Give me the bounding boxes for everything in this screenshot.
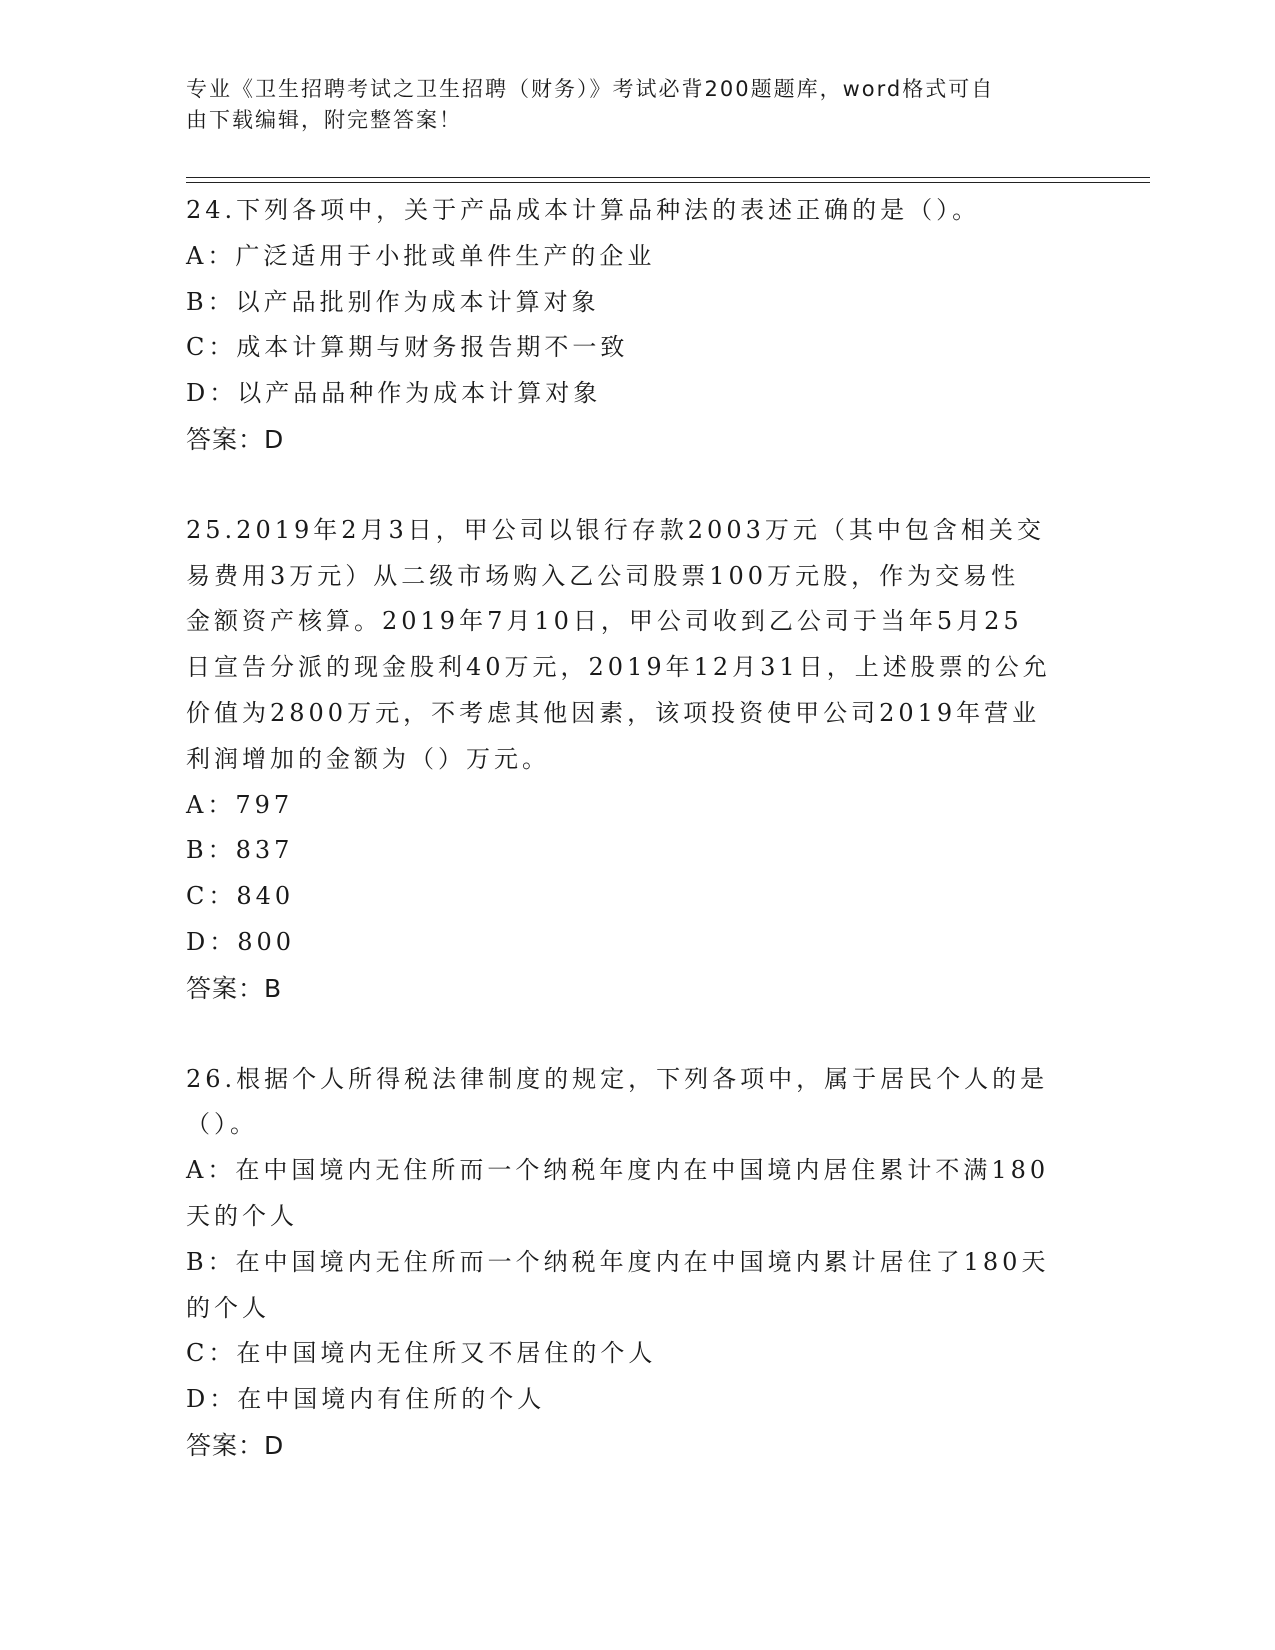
option-a-continued: 天的个人 (186, 1201, 298, 1230)
question-stem: 24.下列各项中，关于产品成本计算品种法的表述正确的是（）。 (186, 196, 981, 224)
header-line: 由下载编辑，附完整答案！ (186, 108, 462, 132)
question-25 (186, 508, 1086, 1012)
option-b: B：837 (186, 836, 294, 865)
question-stem: 26.根据个人所得税法律制度的规定，下列各项中，属于居民个人的是 (186, 1064, 1049, 1093)
option-b: B：在中国境内无住所而一个纳税年度内在中国境内累计居住了180天 (186, 1247, 1050, 1276)
question-stem: 易费用3万元）从二级市场购入乙公司股票100万元股，作为交易性 (186, 561, 1020, 590)
question-stem: （）。 (186, 1110, 258, 1139)
answer: 答案：B (186, 973, 283, 1003)
question-stem: 金额资产核算。2019年7月10日，甲公司收到乙公司于当年5月25 (186, 607, 1023, 636)
spacer (186, 463, 1086, 508)
option-a: A：797 (186, 790, 294, 819)
option-d: D：在中国境内有住所的个人 (186, 1385, 546, 1414)
option-b-continued: 的个人 (186, 1293, 270, 1322)
question-list (186, 188, 1086, 1469)
answer: 答案：D (186, 1430, 285, 1460)
question-26 (186, 1057, 1086, 1469)
spacer (186, 1012, 1086, 1057)
question-24 (186, 188, 1086, 463)
option-d: D：以产品品种作为成本计算对象 (186, 379, 602, 408)
option-a: A：在中国境内无住所而一个纳税年度内在中国境内居住累计不满180 (186, 1156, 1050, 1185)
answer: 答案：D (186, 424, 285, 454)
header-line: 专业《卫生招聘考试之卫生招聘（财务）》考试必背200题题库，word格式可自 (186, 77, 995, 101)
question-stem: 价值为2800万元，不考虑其他因素，该项投资使甲公司2019年营业 (186, 698, 1041, 727)
option-c: C：成本计算期与财务报告期不一致 (186, 333, 629, 362)
question-stem: 25.2019年2月3日，甲公司以银行存款2003万元（其中包含相关交 (186, 515, 1045, 544)
option-c: C：在中国境内无住所又不居住的个人 (186, 1339, 657, 1368)
option-a: A：广泛适用于小批或单件生产的企业 (186, 241, 656, 270)
option-c: C：840 (186, 882, 295, 911)
header-divider (186, 182, 1150, 183)
option-d: D：800 (186, 927, 296, 956)
header-divider (186, 177, 1150, 178)
question-stem: 利润增加的金额为（）万元。 (186, 744, 550, 773)
document-header (186, 74, 1066, 136)
option-b: B：以产品批别作为成本计算对象 (186, 287, 600, 316)
question-stem: 日宣告分派的现金股利40万元，2019年12月31日，上述股票的公允 (186, 653, 1051, 682)
